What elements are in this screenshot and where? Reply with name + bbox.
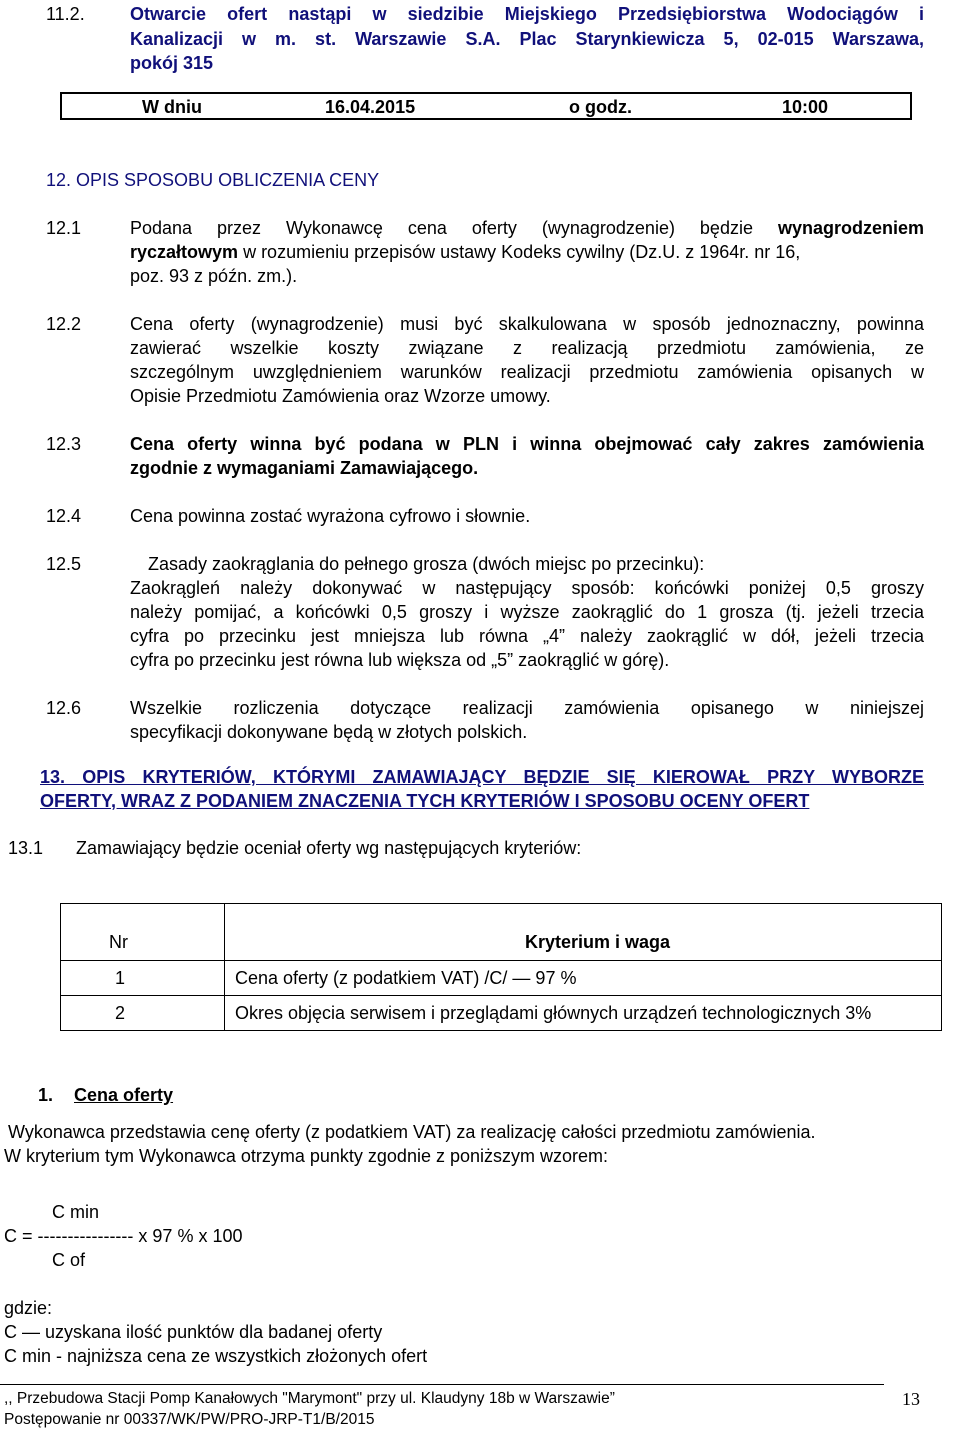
where-label: gdzie: (4, 1298, 53, 1318)
p-12-5-line-1: Zasady zaokrąglania do pełnego grosza (dwóch miejsc po przecinku): (148, 554, 705, 574)
section-11-2-number: 11.2. (46, 4, 85, 24)
p-12-5-number: 12.5 (46, 554, 82, 574)
p-12-1-line-1 (130, 216, 924, 240)
p-12-1-number: 12.1 (46, 218, 82, 238)
p-12-6-line-1: Wszelkie rozliczenia dotyczące realizacji zamówienia opisanego w niniejszej (130, 698, 924, 718)
table-row (61, 961, 942, 996)
footer-title: ,, Przebudowa Stacji Pomp Kanałowych "Marymont" przy ul. Klaudyny 18b w Warszawie” (4, 1390, 615, 1407)
definition-c-min: C min - najniższa cena ze wszystkich złożonych ofert (4, 1346, 428, 1366)
p-12-1-line-2-bold: ryczałtowym (130, 242, 239, 262)
section-11-2-line-1: Otwarcie ofert nastąpi w siedzibie Miejskiego Przedsiębiorstwa Wodociągów i (130, 4, 924, 24)
criterion-1-heading: Cena oferty (74, 1085, 174, 1105)
p-12-5-line-4: cyfra po przecinku jest mniejsza lub równa „4” należy zaokrąglić w dół, jeżeli trzecia (130, 626, 924, 646)
time-label: o godz. (569, 97, 632, 117)
p-12-4-line-1: Cena powinna zostać wyrażona cyfrowo i słownie. (130, 506, 531, 526)
p-12-1-line-2-text: w rozumieniu przepisów ustawy Kodeks cywilny (Dz.U. z 1964r. nr 16, (243, 242, 801, 262)
section-12-heading: 12. OPIS SPOSOBU OBLICZENIA CENY (46, 170, 380, 190)
opening-date-box (60, 92, 912, 120)
criterion-1-paragraph-2: W kryterium tym Wykonawca otrzyma punkty zgodnie z poniższym wzorem: (4, 1146, 609, 1166)
p-12-4-number: 12.4 (46, 506, 82, 526)
opening-date: 16.04.2015 (325, 97, 416, 117)
p-12-2-line-1: Cena oferty (wynagrodzenie) musi być skalkulowana w sposób jednoznaczny, powinna (130, 314, 924, 334)
row-2-nr: 2 (61, 996, 225, 1031)
definition-c: C — uzyskana ilość punktów dla badanej oferty (4, 1322, 383, 1342)
p-12-6-line-2 (130, 720, 527, 744)
opening-time: 10:00 (782, 97, 829, 117)
p-12-2-line-3: szczególnym uwzględnieniem warunków realizacji przedmiotu zamówienia opisanych w (130, 362, 924, 382)
date-label: W dniu (142, 97, 202, 117)
p-12-2-line-2: zawierać wszelkie koszty związane z realizacją przedmiotu zamówienia, ze (130, 338, 924, 358)
p-12-1-line-1-text: Podana przez Wykonawcę cena oferty (wynagrodzenie) będzie (130, 218, 753, 238)
formula-main: C = ---------------- x 97 % x 100 (4, 1226, 243, 1246)
p-13-1-number: 13.1 (8, 838, 44, 858)
section-13-heading-line-1: 13. OPIS KRYTERIÓW, KTÓRYMI ZAMAWIAJĄCY BĘDZIE SIĘ KIEROWAŁ PRZY WYBORZE (40, 767, 924, 787)
p-13-1-text: Zamawiający będzie oceniał oferty wg następujących kryteriów: (76, 838, 582, 858)
p-12-2-line-4: Opisie Przedmiotu Zamówienia oraz Wzorze umowy. (130, 386, 551, 406)
p-12-5-line-3: należy pomijać, a końcówki 0,5 groszy i wyższe zaokrąglić do 1 grosza (tj. jeżeli trzecia (130, 602, 924, 622)
table-header-row (61, 904, 942, 961)
section-13-heading-line-2: OFERTY, WRAZ Z PODANIEM ZNACZENIA TYCH KRYTERIÓW I SPOSOBU OCENY OFERT (40, 791, 810, 811)
page-number: 13 (902, 1389, 920, 1409)
footer-reference: Postępowanie nr 00337/WK/PW/PRO-JRP-T1/B/2015 (4, 1411, 375, 1428)
p-12-6-line-2-text: specyfikacji dokonywane będą w złotych polskich. (130, 722, 528, 742)
header-nr: Nr (61, 904, 225, 961)
section-11-2-line-2: Kanalizacji w m. st. Warszawie S.A. Plac Starynkiewicza 5, 02-015 Warszawa, (130, 29, 924, 49)
p-12-5-line-5: cyfra po przecinku jest równa lub większa od „5” zaokrąglić w górę). (130, 650, 670, 670)
table-row (61, 996, 942, 1031)
formula-denominator: C of (52, 1250, 86, 1270)
formula-numerator: C min (52, 1202, 100, 1222)
p-12-5-line-2: Zaokrągleń należy dokonywać w następujący sposób: końcówki poniżej 0,5 groszy (130, 578, 924, 598)
criterion-1-number: 1. (38, 1085, 54, 1105)
p-12-3-line-2: zgodnie z wymaganiami Zamawiającego. (130, 458, 479, 478)
p-12-3-number: 12.3 (46, 434, 82, 454)
row-1-nr: 1 (61, 961, 225, 996)
footer-rule (0, 1384, 884, 1385)
p-12-1-line-2 (130, 240, 800, 264)
row-1-criterion: Cena oferty (z podatkiem VAT) /C/ — 97 % (225, 961, 942, 996)
p-12-1-line-1-bold: wynagrodzeniem (777, 218, 924, 238)
p-12-3-line-1: Cena oferty winna być podana w PLN i winna obejmować cały zakres zamówienia (130, 434, 924, 454)
p-12-2-number: 12.2 (46, 314, 82, 334)
row-2-criterion: Okres objęcia serwisem i przeglądami głównych urządzeń technologicznych 3% (225, 996, 942, 1031)
criteria-table (60, 903, 942, 1031)
header-criterion: Kryterium i waga (225, 904, 942, 961)
section-11-2-line-3: pokój 315 (130, 53, 214, 73)
criterion-1-paragraph-1: Wykonawca przedstawia cenę oferty (z podatkiem VAT) za realizację całości przedmiotu zamówienia. (8, 1122, 816, 1142)
p-12-1-line-3: poz. 93 z późn. zm.). (130, 266, 298, 286)
p-12-6-number: 12.6 (46, 698, 82, 718)
